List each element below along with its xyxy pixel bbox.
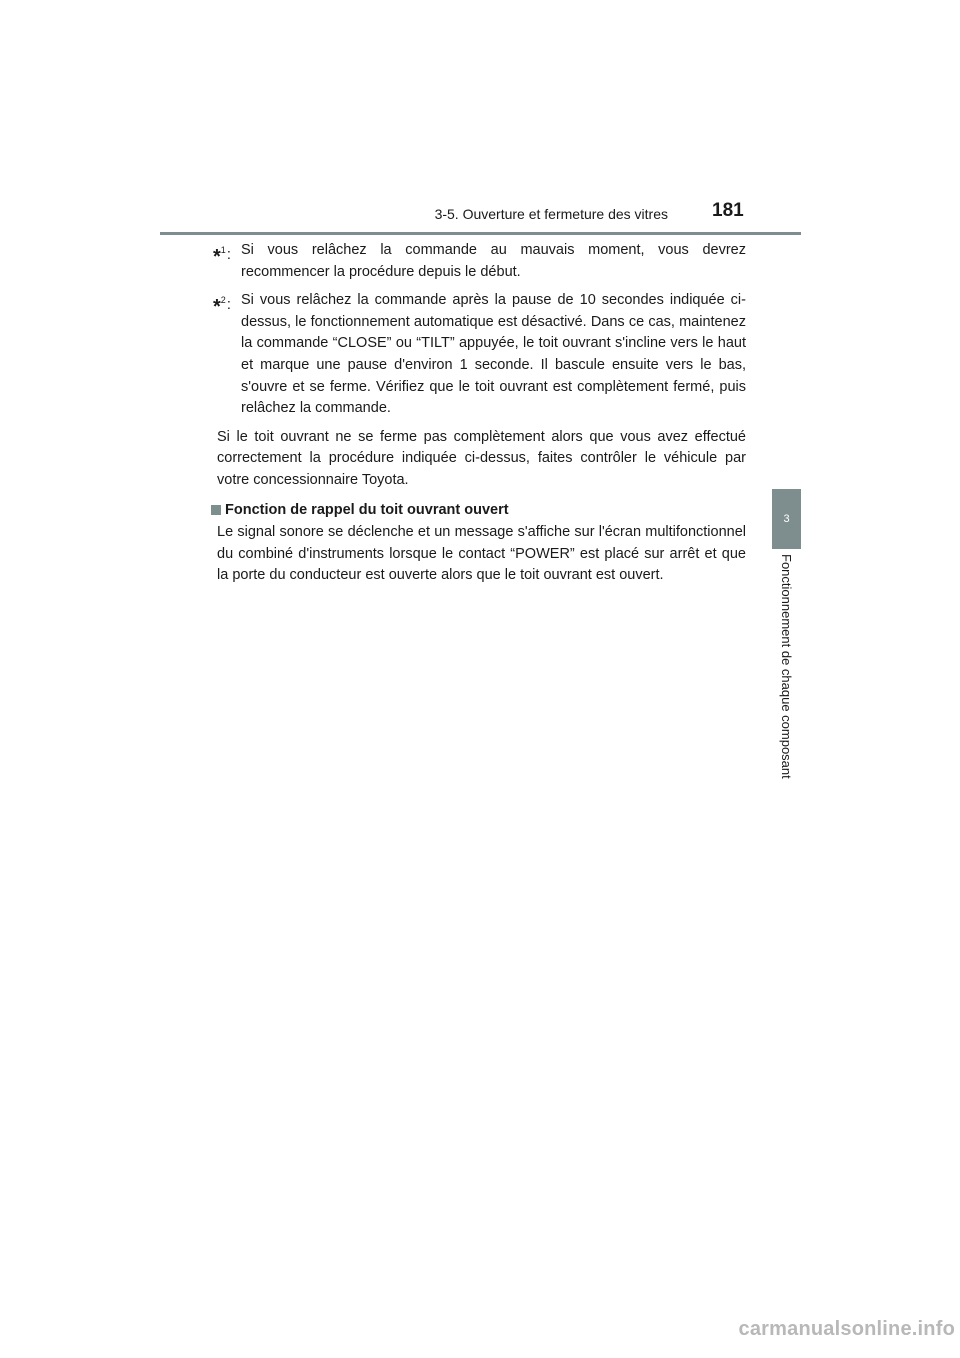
page-number: 181	[712, 200, 744, 221]
footnote-1	[213, 240, 746, 283]
chapter-number: 3	[783, 513, 790, 525]
header-divider	[160, 232, 801, 235]
chapter-title-vertical: Fonctionnement de chaque composant	[779, 554, 794, 779]
footnote-2	[213, 290, 746, 420]
section-heading-text: Fonction de rappel du toit ouvrant ouvert	[225, 501, 509, 518]
page-content	[213, 240, 746, 587]
footnote-number: 2	[220, 295, 226, 306]
square-bullet-icon	[211, 505, 221, 515]
footnote-number: 1	[220, 245, 226, 255]
watermark: carmanualsonline.info	[738, 1318, 955, 1340]
section-heading	[211, 500, 746, 522]
asterisk-icon: *	[213, 296, 221, 319]
footnote-text: Si vous relâchez la commande au mauvais moment, vous devrez recommencer la procédure depuis le début.	[241, 242, 746, 280]
footnote-marker: *$^1$:	[213, 245, 231, 268]
asterisk-icon: *	[213, 246, 221, 268]
section-body: Le signal sonore se déclenche et un message s'affiche sur l'écran multifonctionnel du combiné d'instruments lorsque le contact “POWER” est placé sur arrêt et que la porte du conducteur est ouverte alors que le toit ouvrant est ouvert.	[217, 524, 746, 584]
body-paragraph: Si le toit ouvrant ne se ferme pas complètement alors que vous avez effectué correctement la procédure indiquée ci-dessus, faites contrôler le véhicule par votre concessionnaire Toyota.	[217, 428, 746, 488]
footnote-text: Si vous relâchez la commande après la pause de 10 secondes indiquée ci-dessus, le fonctionnement automatique est désactivé. Dans ce cas, maintenez la commande “CLOSE” ou “TILT” appuyée, le toit ouvrant s'incline vers le haut et marque une pause d'environ 1 seconde. Il bascule ensuite vers le bas, s'ouvre et se ferme. Vérifiez que le toit ouvrant est complètement fermé, puis relâchez la commande.	[241, 292, 746, 417]
footnote-marker: *$^2$:	[213, 295, 231, 319]
chapter-tab	[772, 489, 801, 549]
section-title: 3-5. Ouverture et fermeture des vitres	[434, 206, 668, 222]
